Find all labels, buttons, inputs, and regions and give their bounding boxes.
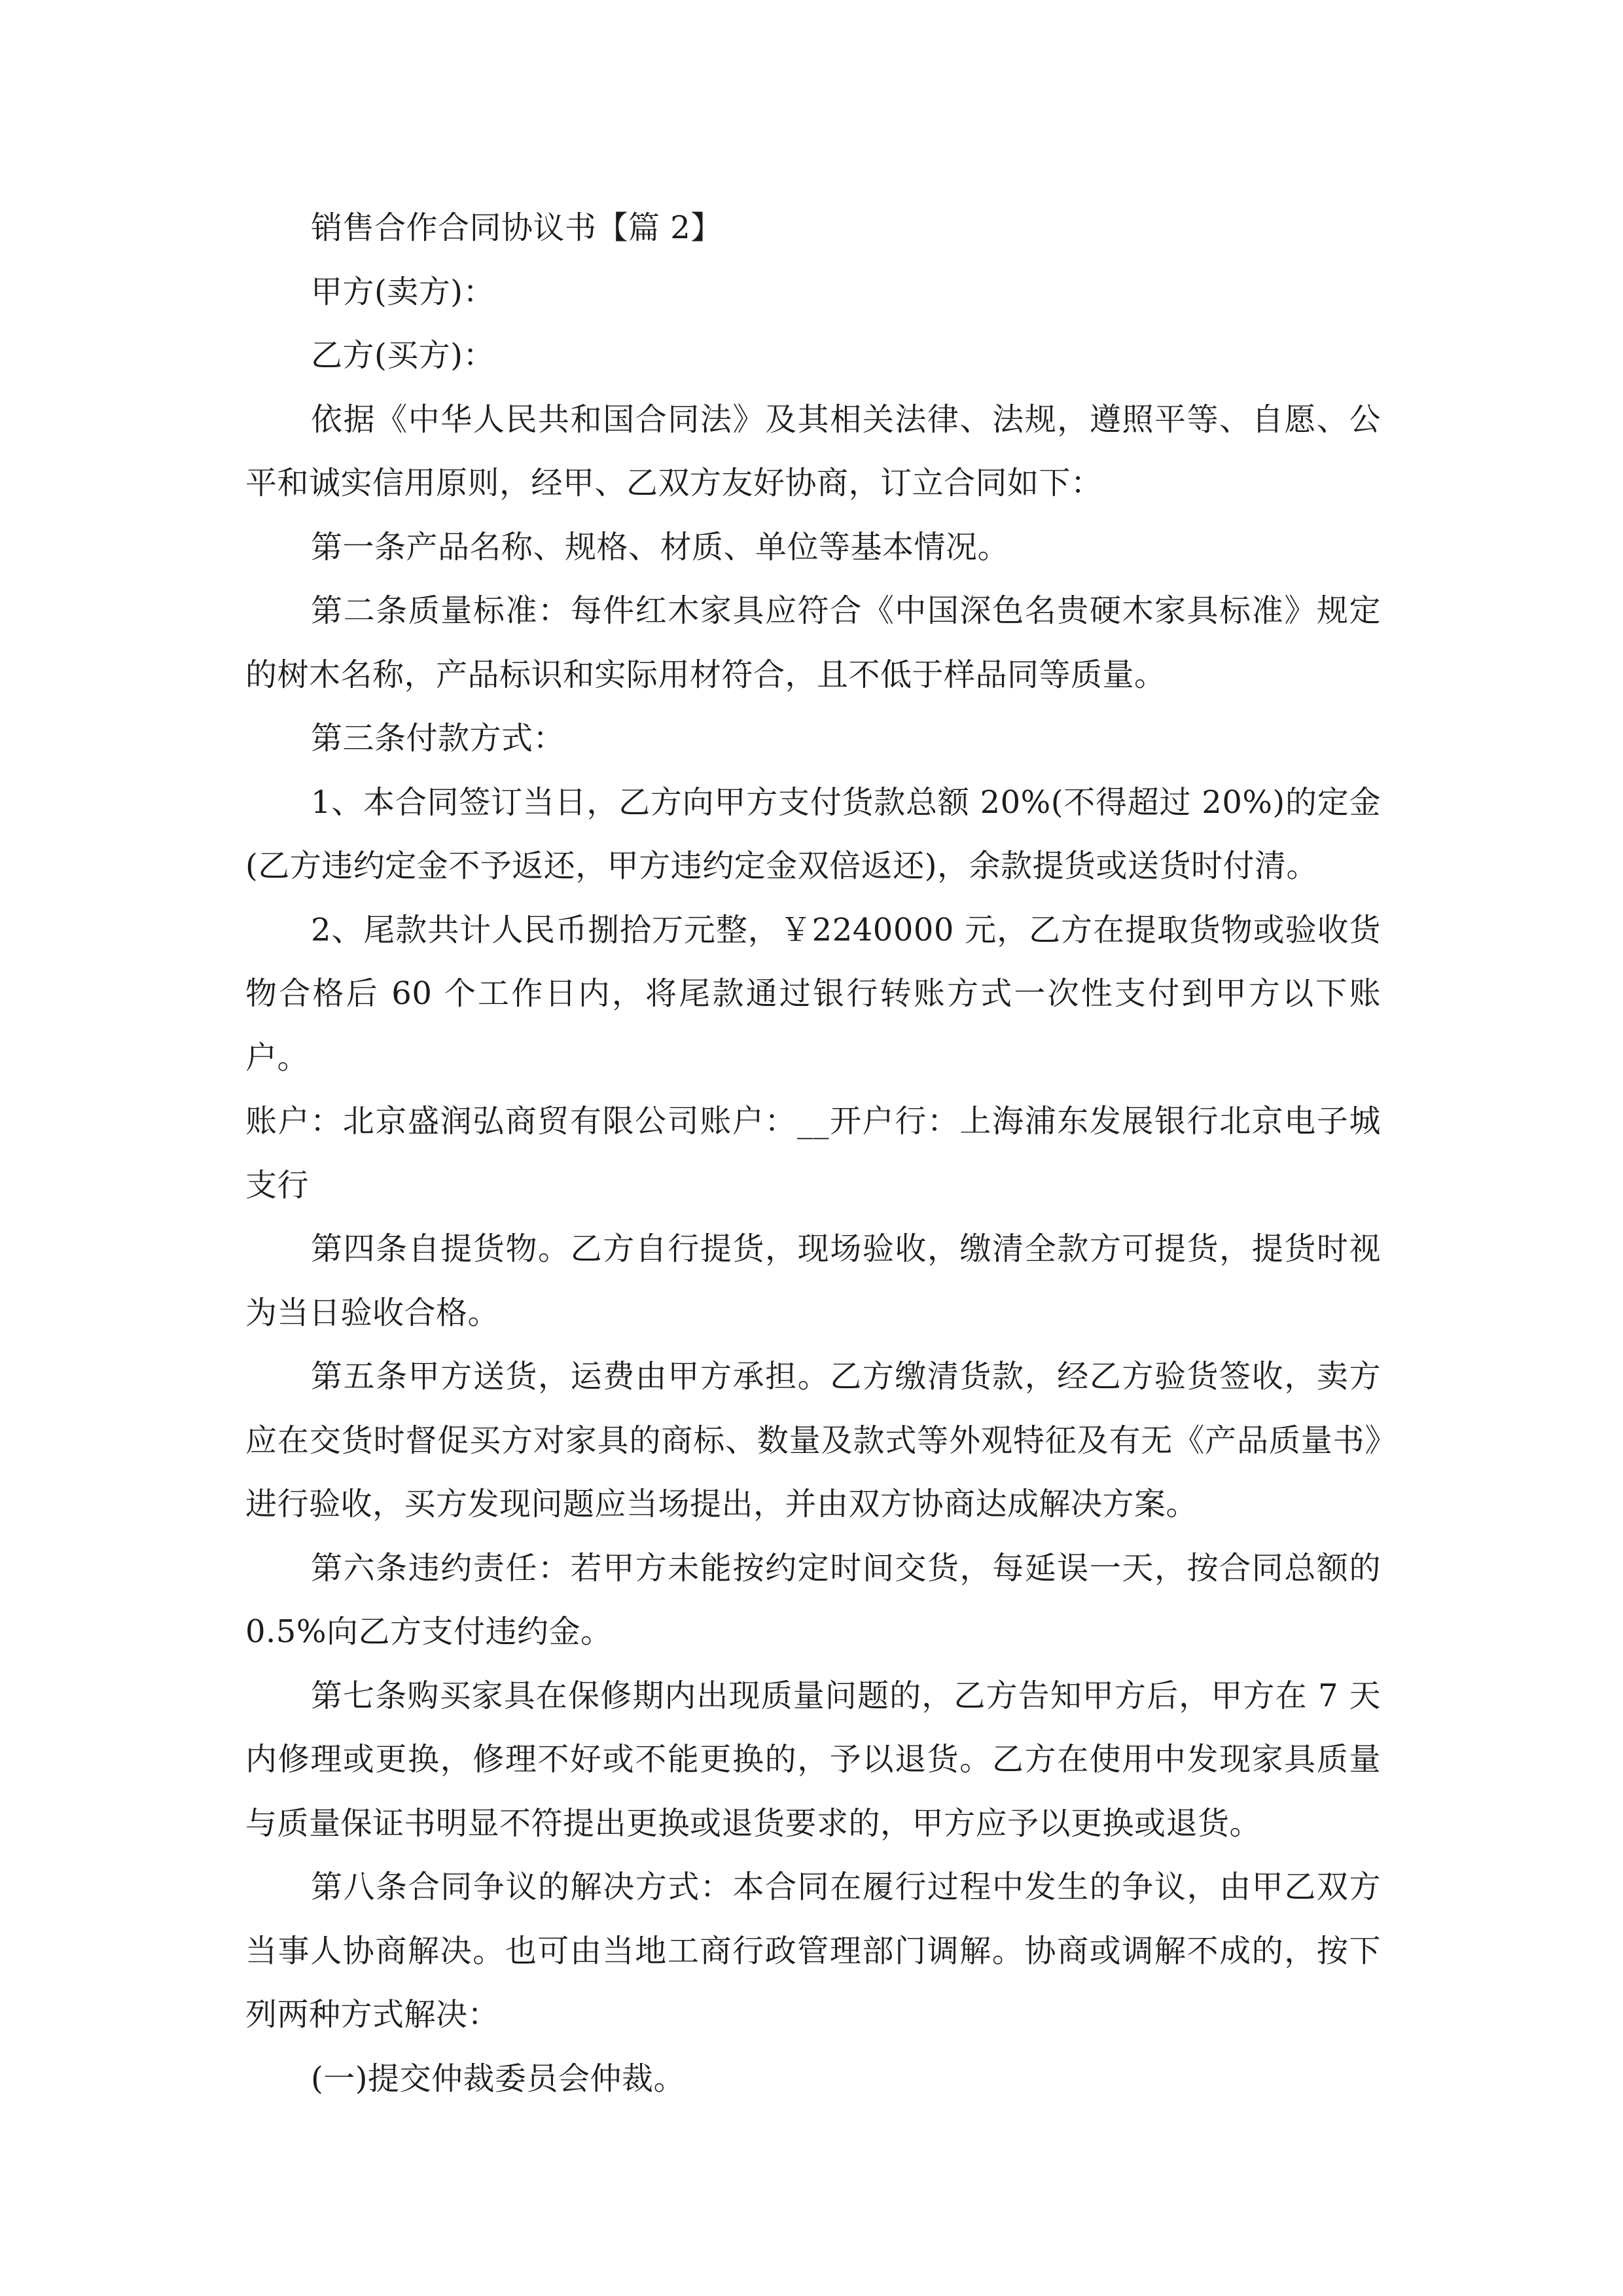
article-2-paragraph: 第二条质量标准：每件红木家具应符合《中国深色名贵硬木家具标准》规定的树木名称，产品标识和实际用材符合，且不低于样品同等质量。 <box>245 592 1381 693</box>
article-1-paragraph: 第一条产品名称、规格、材质、单位等基本情况。 <box>311 528 1010 565</box>
article-7-paragraph: 第七条购买家具在保修期内出现质量问题的，乙方告知甲方后，甲方在 7 天内修理或更换，修理不好或不能更换的，予以退货。乙方在使用中发现家具质量与质量保证书明显不符提出更换或退货要求的，甲方应予以更换或退货。 <box>245 1677 1381 1842</box>
article-5-paragraph: 第五条甲方送货，运费由甲方承担。乙方缴清货款，经乙方验货签收，卖方应在交货时督促买方对家具的商标、数量及款式等外观特征及有无《产品质量书》进行验收，买方发现问题应当场提出，并由双方协商达成解决方案。 <box>245 1358 1381 1522</box>
article-4-paragraph: 第四条自提货物。乙方自行提货，现场验收，缴清全款方可提货，提货时视为当日验收合格。 <box>245 1230 1381 1331</box>
article-6-paragraph: 第六条违约责任：若甲方未能按约定时间交货，每延误一天，按合同总额的 0.5%向乙方支付违约金。 <box>245 1549 1381 1650</box>
article-8-paragraph: 第八条合同争议的解决方式：本合同在履行过程中发生的争议，由甲乙双方当事人协商解决。也可由当地工商行政管理部门调解。协商或调解不成的，按下列两种方式解决： <box>245 1869 1381 2033</box>
document-title: 销售合作合同协议书【篇 2】 <box>311 209 722 246</box>
dispute-option-1: (一)提交仲裁委员会仲裁。 <box>311 2060 685 2097</box>
article-3-heading: 第三条付款方式： <box>311 720 565 757</box>
payment-clause-1: 1、本合同签订当日，乙方向甲方支付货款总额 20%(不得超过 20%)的定金(乙方违约定金不予返还，甲方违约定金双倍返还)，余款提货或送货时付清。 <box>245 783 1381 884</box>
payment-clause-2: 2、尾款共计人民币捌拾万元整，￥2240000 元，乙方在提取货物或验收货物合格后 60 个工作日内，将尾款通过银行转账方式一次性支付到甲方以下账户。 <box>245 911 1381 1076</box>
account-info-line: 账户：北京盛润弘商贸有限公司账户：__开户行：上海浦东发展银行北京电子城支行 <box>245 1103 1381 1204</box>
party-b-line: 乙方(买方)： <box>311 337 495 374</box>
document-body <box>245 196 1381 2111</box>
preamble-paragraph: 依据《中华人民共和国合同法》及其相关法律、法规，遵照平等、自愿、公平和诚实信用原则，经甲、乙双方友好协商，订立合同如下： <box>245 401 1381 501</box>
party-a-line: 甲方(卖方)： <box>311 273 495 310</box>
